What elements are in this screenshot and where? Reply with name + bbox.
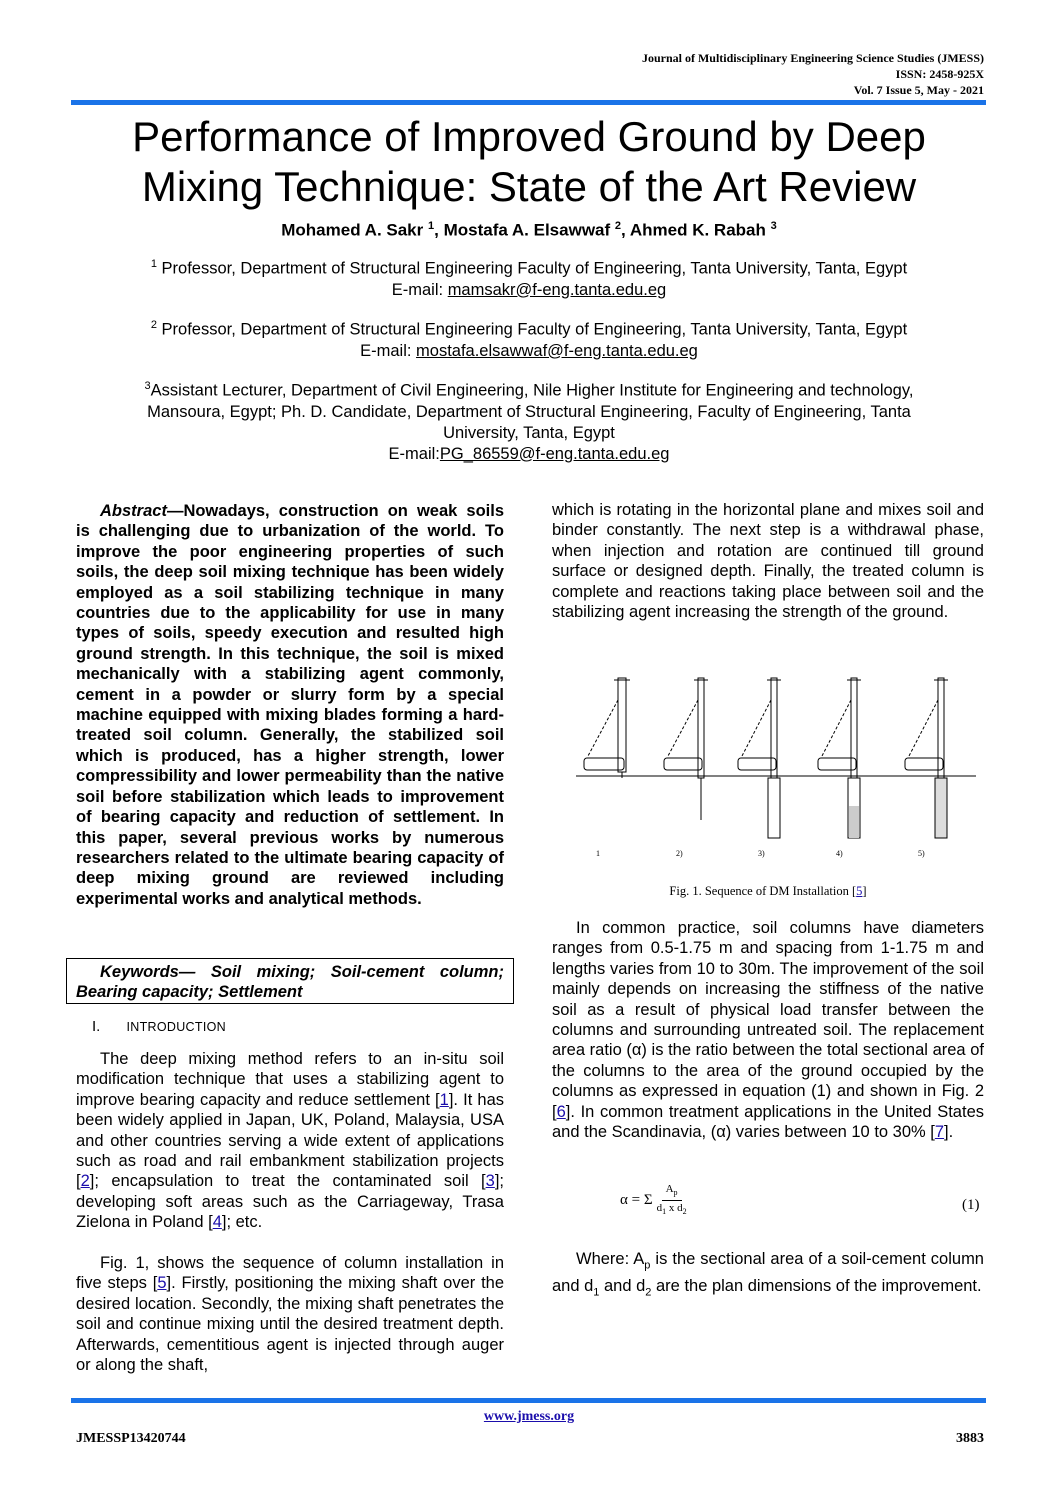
abstract-lead: Abstract [100,502,167,520]
citation-link[interactable]: 1 [439,1090,449,1109]
eq-denominator: d [656,1202,663,1215]
email-label: E-mail: [391,280,448,299]
citation-link[interactable]: 7 [934,1123,945,1142]
author-list: Mohamed A. Sakr $^1$, Mostafa A. Elsawwaf $^2$, Ahmed K. Rabah $^3$ [281,220,777,240]
rig-step-3 [738,678,781,838]
text-run: ]; encapsulation to treat the contaminated soil [ [89,1172,486,1191]
text-run: ]. It has been widely applied in Japan, UK, Poland, Malaysia, USA and other countries serving a wide extent of applications such as road and rail embankment stabilization projects [ [76,1090,504,1191]
section-number: I. [92,1018,101,1035]
step-label: 2) [676,849,683,858]
footer-rule [71,1398,986,1403]
title-line-1: Performance of Improved Ground by Deep [132,113,926,160]
email-label: E-mail: [388,444,440,463]
section-title: INTRODUCTION [126,1020,226,1034]
email-link[interactable]: mostafa.elsawwaf@f-eng.tanta.edu.eg [416,341,698,360]
citation-link[interactable]: 5 [856,884,863,898]
rig-step-5 [905,678,948,838]
author-name: Mohamed A. Sakr [281,220,424,240]
email-link[interactable]: PG_86559@f-eng.tanta.edu.eg [439,444,670,463]
text-run: Fig. 1, shows the sequence of column installation in five steps [ [76,1254,504,1293]
keywords-text: Keywords— Soil mixing; Soil-cement column; Bearing capacity; Settlement [76,963,504,1002]
paper-title [60,112,998,212]
title-line-2: Mixing Technique: State of the Art Review [141,163,917,210]
author-sup: 3 [770,220,777,232]
figure-caption [552,884,984,899]
eq-numerator: A [665,1183,674,1195]
aff-text: Mansoura, Egypt; Ph. D. Candidate, Department of Structural Engineering, Faculty of Engineering, Tanta [147,402,911,421]
aff-sup: 2 [150,319,157,331]
aff-sup: 1 [150,258,157,270]
caption-text: ] [862,884,867,898]
intro-paragraph-2 [76,1253,504,1375]
dm-installation-figure [566,670,986,870]
text-run: ]. [944,1123,954,1142]
equation-1: α = Σ $A_p$ $d_1$ x $d_2$ [620,1183,687,1217]
affiliation-3 [90,376,968,465]
author-sup: 2 [614,220,622,232]
text-run: In common practice, soil columns have diameters ranges from 0.5-1.75 m and spacing from 1-1.75 m and lengths varies from 10 to 30m. The improvement of the soil mainly depends on increasing the stiffness of the native soil as a result of physical load transfer between the columns and surrounding untreated soil. The replacement area ratio (α) is the ratio between the total sectional area of the columns to the area of the ground occupied by the columns as expressed in equation (1) and shown in Fig. 2 [ [552,919,984,1121]
citation-link[interactable]: 6 [556,1102,566,1121]
email-link[interactable]: mamsakr@f-eng.tanta.edu.eg [447,280,667,299]
aff-text: Professor, Department of Structural Engineering Faculty of Engineering, Tanta University, Tanta, Egypt [161,320,908,339]
eq-lhs: α = Σ [620,1192,653,1209]
citation-link[interactable]: 2 [80,1172,90,1191]
author-name: Mostafa A. Elsawwaf [443,220,611,240]
affiliation-2 [90,315,968,362]
step-label: 3) [758,849,765,858]
email-label: E-mail: [360,341,417,360]
footer-page-number: 3883 [956,1431,984,1446]
text-run: ]. Firstly, positioning the mixing shaft over the desired location. Secondly, the mixing shaft penetrates the soil and continue mixing until the desired treatment depth. Afterwards, cementitious agent is injected through auger or along the shaft, [76,1274,505,1375]
right-paragraph-3: Where: $A_p$ is the sectional area of a soil-cement column and $d_1$ and $d_2$ are the plan dimensions of the improvement. [552,1250,984,1298]
step-label: 5) [918,849,925,858]
author-name: Ahmed K. Rabah [629,220,766,240]
footer-paper-id: JMESSP13420744 [76,1431,186,1446]
citation-link[interactable]: 5 [157,1274,167,1293]
citation-link[interactable]: 3 [485,1172,495,1191]
journal-header [642,50,984,98]
citation-link[interactable]: 4 [212,1213,222,1232]
text-run: ]; developing soft areas such as the Carriageway, Trasa Zielona in Poland [ [76,1172,504,1232]
journal-name: Journal of Multidisciplinary Engineering Science Studies (JMESS) [641,51,984,65]
text-run: The deep mixing method refers to an in-situ soil modification technique that uses a stabilizing agent to improve bearing capacity and reduce settlement [ [76,1050,504,1109]
abstract-text: —Nowadays, construction on weak soils is challenging due to urbanization of the world. To improve the poor engineering properties of such soils, the deep soil mixing technique has been widely employed as a soil stabilizing technique in many countries due to the applicability for use in many types of soils, speedy execution and resulted high ground strength. In this technique, the soil is mixed mechanically with a stabilizing agent commonly, cement in a powder or slurry form by a special machine equipped with mixing blades forming a hard-treated soil column. Generally, the stabilized soil which is produced, has a higher strength, lower compressibility and lower permeability than the native soil before stabilization which leads to improvement of bearing capacity and reduction of settlement. In this paper, several previous works by numerous researchers related to the ultimate bearing capacity of deep mixing ground are reviewed including experimental works and analytical methods. [76,502,504,908]
step-label: 1 [596,849,600,858]
abstract [76,501,504,909]
right-paragraph-1: which is rotating in the horizontal plane and mixes soil and binder constantly. The next step is a withdrawal phase, when injection and rotation are continued till ground surface or designed depth. Finally, the treated column is complete and reactions taking place between soil and the stabilizing agent increasing the strength of the ground. [552,501,984,622]
right-paragraph-2 [552,918,984,1142]
aff-text: Professor, Department of Structural Engineering Faculty of Engineering, Tanta University, Tanta, Egypt [161,259,908,278]
caption-text: Fig. 1. Sequence of DM Installation [ [669,884,857,898]
rig-step-1 [584,678,630,778]
affiliation-1 [90,254,968,301]
equation-number: (1) [962,1197,980,1213]
journal-issn: ISSN: 2458-925X [895,67,984,81]
text-run: ]; etc. [221,1213,263,1232]
intro-paragraph-1 [76,1049,504,1233]
text-run: ]. In common treatment applications in the United States and the Scandinavia, (α) varies between 10 to 30% [ [552,1102,984,1142]
aff-text: University, Tanta, Egypt [443,423,615,442]
rig-step-2 [664,678,708,820]
keywords [76,962,504,1003]
rig-step-4 [818,678,861,838]
header-rule [71,100,986,105]
step-label: 4) [836,849,843,858]
journal-volume: Vol. 7 Issue 5, May - 2021 [853,83,984,97]
section-heading [92,1018,226,1035]
aff-text: Assistant Lecturer, Department of Civil Engineering, Nile Higher Institute for Engineering and technology, [150,381,914,400]
author-sup: 1 [428,220,435,232]
aff-sup: 3 [144,380,151,392]
footer-url-link[interactable]: www.jmess.org [483,1409,575,1424]
